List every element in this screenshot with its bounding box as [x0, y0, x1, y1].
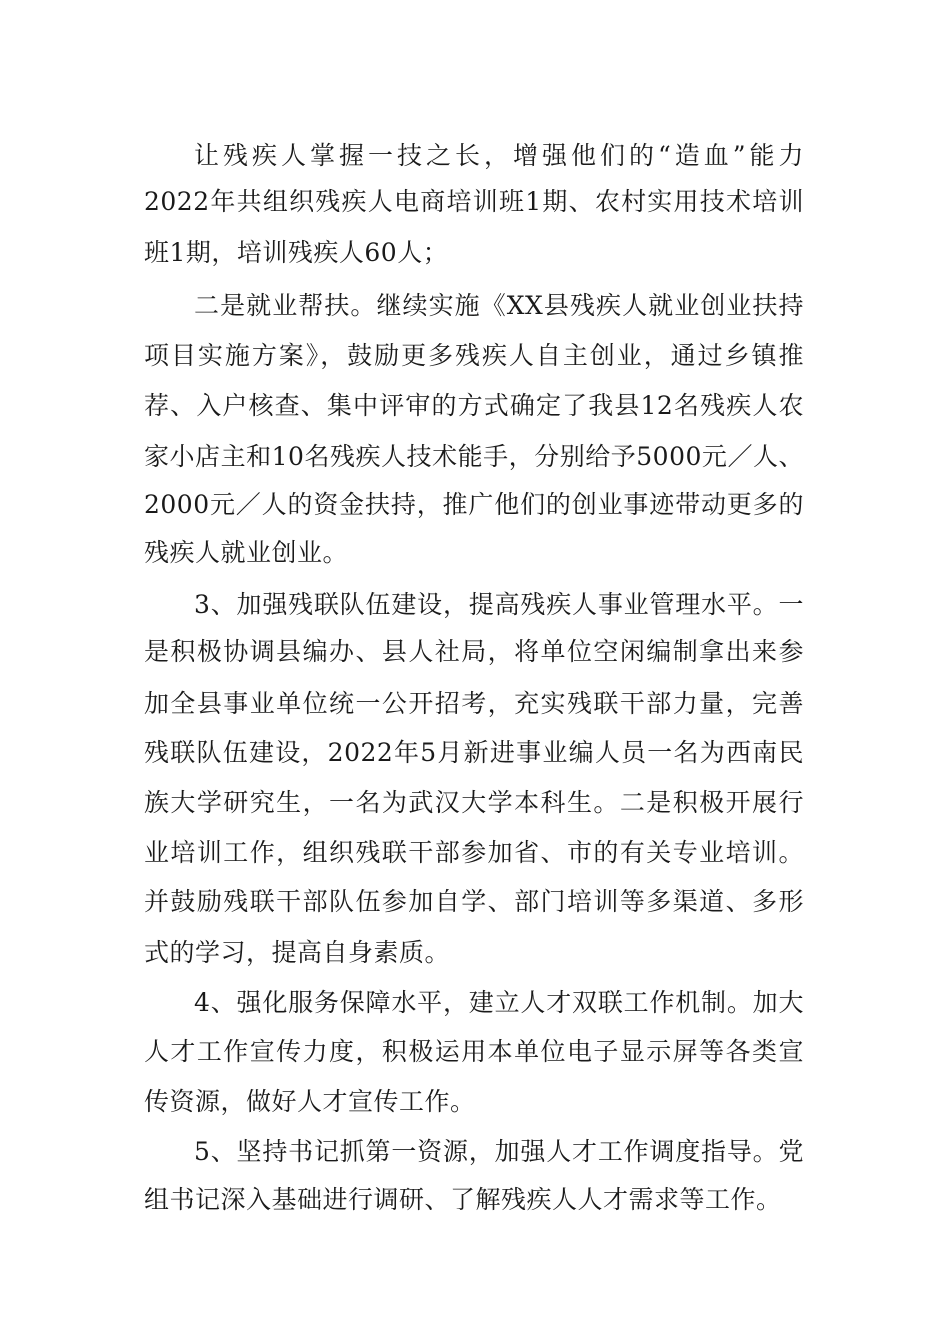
paragraph-line: 加全县事业单位统一公开招考，充实残联干部力量，完善 — [144, 689, 804, 718]
paragraph-line: 二是就业帮扶。继续实施《XX县残疾人就业创业扶持 — [194, 291, 804, 320]
paragraph-line: 3、加强残联队伍建设，提高残疾人事业管理水平。一 — [194, 590, 804, 619]
paragraph-line: 班1期，培训残疾人60人； — [144, 238, 449, 267]
paragraph-line: 2022年共组织残疾人电商培训班1期、农村实用技术培训 — [144, 187, 804, 216]
paragraph-line: 荐、入户核查、集中评审的方式确定了我县12名残疾人农 — [144, 391, 804, 420]
paragraph-line: 残疾人就业创业。 — [144, 538, 349, 567]
paragraph-line: 项目实施方案》，鼓励更多残疾人自主创业，通过乡镇推 — [144, 341, 804, 370]
paragraph-line: 让残疾人掌握一技之长，增强他们的“造血”能力 — [194, 141, 804, 170]
paragraph-line: 家小店主和10名残疾人技术能手，分别给予5000元／人、 — [144, 442, 804, 471]
paragraph-line: 式的学习，提高自身素质。 — [144, 938, 451, 967]
paragraph-line: 组书记深入基础进行调研、了解残疾人人才需求等工作。 — [144, 1185, 782, 1214]
paragraph-line: 人才工作宣传力度，积极运用本单位电子显示屏等各类宣 — [144, 1037, 804, 1066]
paragraph-line: 4、强化服务保障水平，建立人才双联工作机制。加大 — [194, 988, 804, 1017]
paragraph-line: 5、坚持书记抓第一资源，加强人才工作调度指导。党 — [194, 1137, 804, 1166]
paragraph-line: 2000元／人的资金扶持，推广他们的创业事迹带动更多的 — [144, 490, 804, 519]
paragraph-line: 并鼓励残联干部队伍参加自学、部门培训等多渠道、多形 — [144, 887, 804, 916]
paragraph-line: 传资源，做好人才宣传工作。 — [144, 1087, 476, 1116]
paragraph-line: 是积极协调县编办、县人社局，将单位空闲编制拿出来参 — [144, 637, 804, 666]
paragraph-line: 业培训工作，组织残联干部参加省、市的有关专业培训。 — [144, 838, 804, 867]
paragraph-line: 族大学研究生，一名为武汉大学本科生。二是积极开展行 — [144, 788, 804, 817]
paragraph-line: 残联队伍建设，2022年5月新进事业编人员一名为西南民 — [144, 738, 804, 767]
